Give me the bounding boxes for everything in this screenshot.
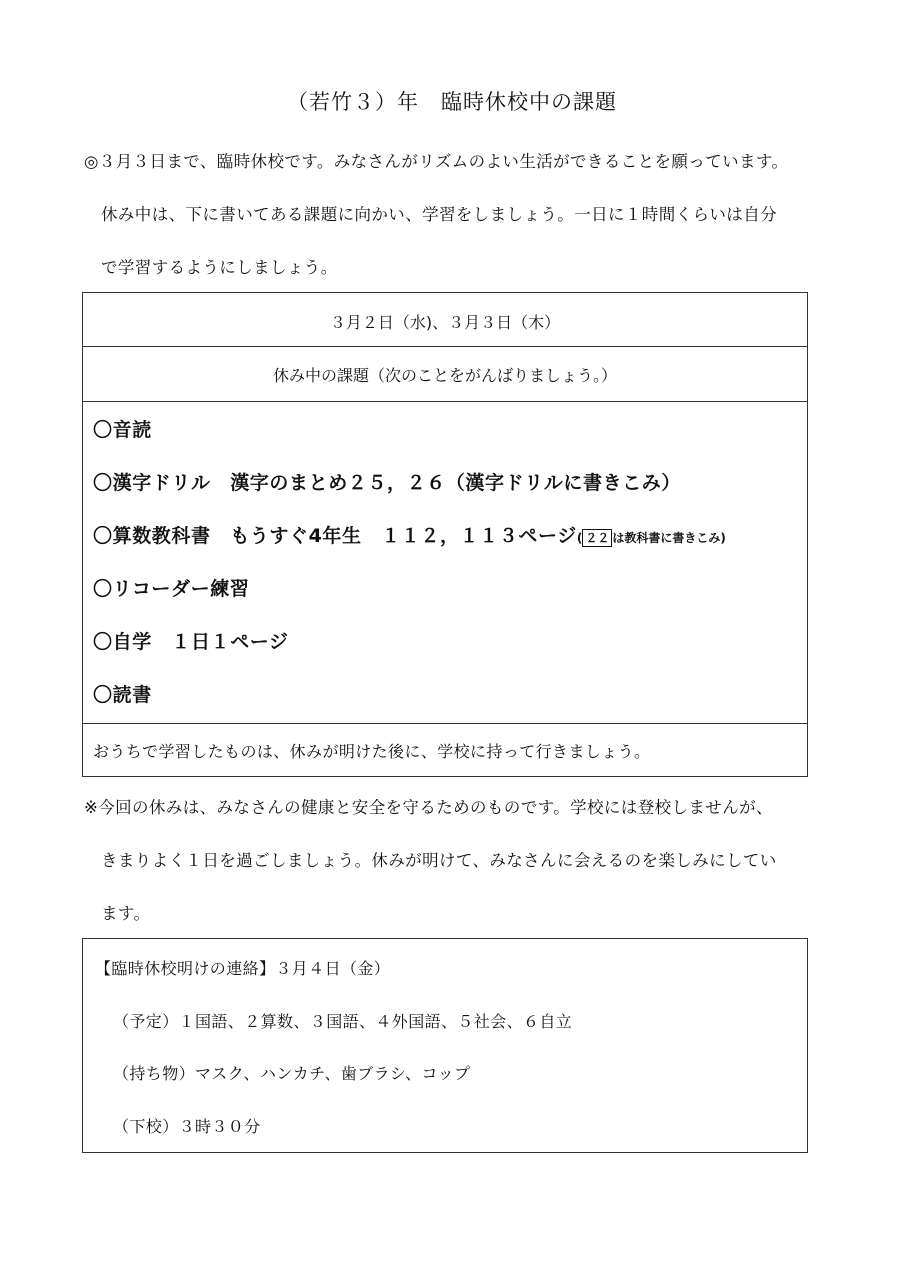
- math-note-rest: は教科書に書きこみ): [612, 530, 726, 545]
- notice-line-2: きまりよく１日を過ごしましょう。休みが明けて、みなさんに会えるのを楽しみにしてい: [101, 851, 777, 870]
- intro-line-3: で学習するようにしましょう。: [101, 258, 338, 277]
- contact-box: [82, 938, 808, 1153]
- math-note-open: (: [576, 530, 583, 545]
- task-footer: おうちで学習したものは、休みが明けた後に、学校に持って行きましょう。: [93, 742, 651, 761]
- task-item-math-text: 〇算数教科書 もうすぐ4年生 １１２，１１３ページ: [93, 525, 577, 547]
- contact-heading: 【臨時休校明けの連絡】３月４日（金）: [95, 959, 391, 978]
- notice-line-1: ※今回の休みは、みなさんの健康と安全を守るためのものです。学校には登校しませんが、: [84, 798, 773, 817]
- task-box: [82, 292, 808, 777]
- task-item-jigaku: 〇自学 １日１ページ: [93, 631, 289, 653]
- task-dates: ３月２日（水)、３月３日（木）: [329, 313, 561, 332]
- intro-line-2: 休み中は、下に書いてある課題に向かい、学習をしましょう。一日に１時間くらいは自分: [101, 205, 777, 224]
- task-item-kanji-drill: 〇漢字ドリル 漢字のまとめ２５，２６（漢字ドリルに書きこみ）: [93, 472, 682, 494]
- task-heading: 休み中の課題（次のことをがんばりましょう。）: [272, 366, 617, 385]
- task-item-reading: 〇読書: [93, 684, 152, 706]
- contact-schedule: （予定）１国語、２算数、３国語、４外国語、５社会、６自立: [113, 1012, 573, 1031]
- contact-belongings: （持ち物）マスク、ハンカチ、歯ブラシ、コップ: [113, 1064, 471, 1083]
- notice-line-3: ます。: [101, 904, 151, 923]
- math-note: [577, 531, 726, 545]
- divider: [83, 723, 807, 724]
- math-note-boxed-number: ２２: [582, 529, 612, 547]
- task-item-recorder: 〇リコーダー練習: [93, 578, 250, 600]
- divider: [83, 346, 807, 347]
- intro-line-1: ◎３月３日まで、臨時休校です。みなさんがリズムのよい生活ができることを願っています。: [84, 152, 789, 171]
- task-item-ondoku: 〇音読: [93, 419, 152, 441]
- task-item-math: [93, 521, 726, 548]
- page-title: （若竹３）年 臨時休校中の課題: [287, 90, 617, 114]
- contact-dismissal: （下校）３時３０分: [113, 1117, 261, 1136]
- divider: [83, 401, 807, 402]
